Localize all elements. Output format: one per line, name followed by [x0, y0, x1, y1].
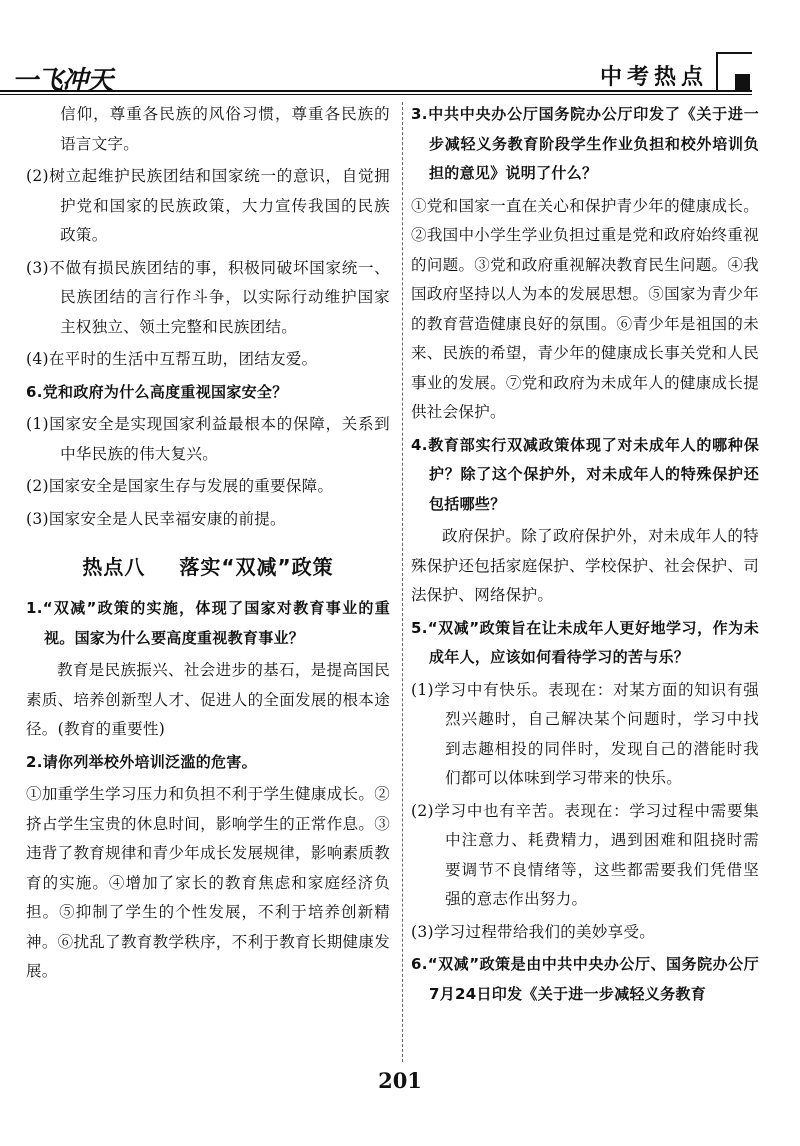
answer: (3)学习过程带给我们的美妙享受。 — [411, 922, 656, 941]
question: 6.“双减”政策是由中共中央办公厅、国务院办公厅7月24日印发《关于进一步减轻义务教育 — [411, 955, 759, 1003]
header-rule — [0, 90, 752, 92]
paragraph: (2)树立起维护民族团结和国家统一的意识，自觉拥护党和国家的民族政策，大力宣传我国的民族政策。 — [26, 167, 390, 244]
question: 3.中共中央办公厅国务院办公厅印发了《关于进一步减轻义务教育阶段学生作业负担和校外培训负担的意见》说明了什么？ — [411, 105, 759, 182]
section-label: 热点八 — [82, 555, 146, 579]
page-number: 201 — [378, 1068, 422, 1093]
paragraph: 信仰，尊重各民族的风俗习惯，尊重各民族的语言文字。 — [60, 105, 390, 153]
header-corner-fill — [735, 74, 750, 90]
answer: 教育是民族振兴、社会进步的基石，是提高国民素质、培养创新型人才、促进人的全面发展的根本途径。(教育的重要性) — [26, 661, 390, 738]
question: 6.党和政府为什么高度重视国家安全？ — [26, 382, 288, 401]
column-divider — [402, 102, 403, 1062]
question: 1.“双减”政策的实施，体现了国家对教育事业的重视。国家为什么要高度重视教育事业？ — [26, 599, 390, 647]
answer: (2)学习中也有辛苦。表现在：学习过程中需要集中注意力、耗费精力，遇到困难和阻挠时需要调节不良情绪等，这些都需要我们凭借坚强的意志作出努力。 — [411, 801, 759, 908]
header-logo: 一飞冲天 — [12, 66, 113, 96]
answer: (1)学习中有快乐。表现在：对某方面的知识有强烈兴趣时，自己解决某个问题时，学习中找到志趣相投的同伴时，发现自己的潜能时我们都可以体味到学习带来的快乐。 — [411, 680, 759, 787]
answer: 政府保护。除了政府保护外，对未成年人的特殊保护还包括家庭保护、学校保护、社会保护、司法保护、网络保护。 — [411, 527, 759, 604]
answer: (2)国家安全是国家生存与发展的重要保障。 — [26, 477, 334, 495]
answer: ①加重学生学习压力和负担不利于学生健康成长。②挤占学生宝贵的休息时间，影响学生的正常作息。③违背了教育规律和青少年成长发展规律，影响素质教育的实施。④增加了家长的教育焦虑和家庭经济负担。⑤抑制了学生的个性发展，不利于培养创新精神。⑥扰乱了教育教学秩序，不利于教育长期健康发展。 — [26, 785, 390, 980]
paragraph: (3)不做有损民族团结的事，积极同破坏国家统一、民族团结的言行作斗争，以实际行动维护国家主权独立、领土完整和民族团结。 — [26, 258, 390, 336]
paragraph: (4)在平时的生活中互帮互助，团结友爱。 — [26, 350, 318, 368]
section-title: 落实“双减”政策 — [179, 555, 334, 579]
header-rule-thin — [0, 94, 752, 95]
answer: (3)国家安全是人民幸福安康的前提。 — [26, 509, 286, 528]
question: 2.请你列举校外培训泛滥的危害。 — [26, 752, 257, 771]
left-column — [26, 100, 390, 990]
question: 4.教育部实行双减政策体现了对未成年人的哪种保护？除了这个保护外，对未成年人的特殊保护还包括哪些？ — [411, 435, 759, 513]
answer: ①党和国家一直在关心和保护青少年的健康成长。②我国中小学生学业负担过重是党和政府始终重视的问题。③党和政府重视解决教育民生问题。④我国政府坚持以人为本的发展思想。⑤国家为青少年的教育营造健康良好的氛围。⑥青少年是祖国的未来、民族的希望，青少年的健康成长事关党和人民事业的发展。⑦党和政府为未成年人的健康成长提供社会保护。 — [411, 196, 759, 421]
section-heading — [26, 550, 390, 584]
answer: (1)国家安全是实现国家利益最根本的保障，关系到中华民族的伟大复兴。 — [26, 415, 390, 463]
right-column — [411, 100, 759, 1012]
header-title: 中考热点 — [600, 65, 709, 90]
question: 5.“双减”政策旨在让未成年人更好地学习，作为未成年人，应该如何看待学习的苦与乐？ — [411, 618, 759, 666]
